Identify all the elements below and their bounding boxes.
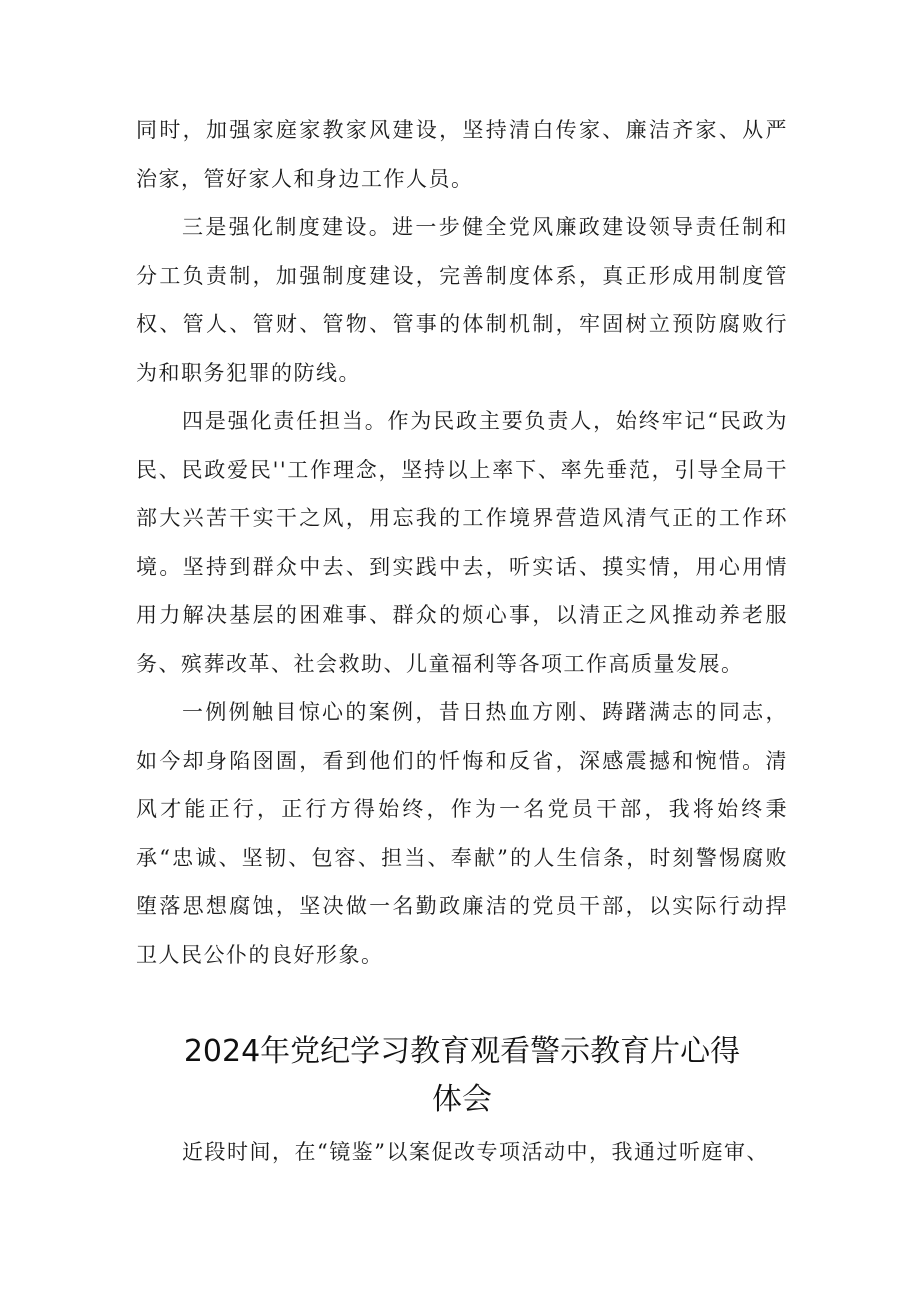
- paragraph-reflection: 一例例触目惊心的案例，昔日热血方刚、踌躇满志的同志，如今却身陷囹圄，看到他们的忏悔和反省，深感震撼和惋惜。清风才能正行，正行方得始终，作为一名党员干部，我将始终秉承“忠诚、坚韧、包容、担当、奉献”的人生信条，时刻警惕腐败堕落思想腐蚀，坚决做一名勤政廉洁的党员干部，以实际行动捍卫人民公仆的良好形象。: [136, 700, 788, 967]
- section-title-line-1: 2024年党纪学习教育观看警示教育片心得: [183, 1034, 741, 1069]
- paragraph-family-ethics: 同时，加强家庭家教家风建设，坚持清白传家、廉洁齐家、从严治家，管好家人和身边工作人员。: [136, 118, 788, 191]
- paragraph-responsibility: 四是强化责任担当。作为民政主要负责人，始终牢记“民政为民、民政爱民''工作理念，坚持以上率下、率先垂范，引导全局干部大兴苦干实干之风，用忘我的工作境界营造风清气正的工作环境。坚持到群众中去、到实践中去，听实话、摸实情，用心用情用力解决基层的困难事、群众的烦心事，以清正之风推动养老服务、殡葬改革、社会救助、儿童福利等各项工作高质量发展。: [136, 409, 788, 676]
- section-title-line-2: 体会: [432, 1082, 492, 1117]
- paragraph-system-building: 三是强化制度建设。进一步健全党风廉政建设领导责任制和分工负责制，加强制度建设，完善制度体系，真正形成用制度管权、管人、管财、管物、管事的体制机制，牢固树立预防腐败行为和职务犯罪的防线。: [136, 215, 788, 385]
- paragraph-closing-start: 近段时间，在“镜鉴”以案促改专项活动中，我通过听庭审、: [182, 1140, 769, 1164]
- section-title: [136, 1028, 788, 1124]
